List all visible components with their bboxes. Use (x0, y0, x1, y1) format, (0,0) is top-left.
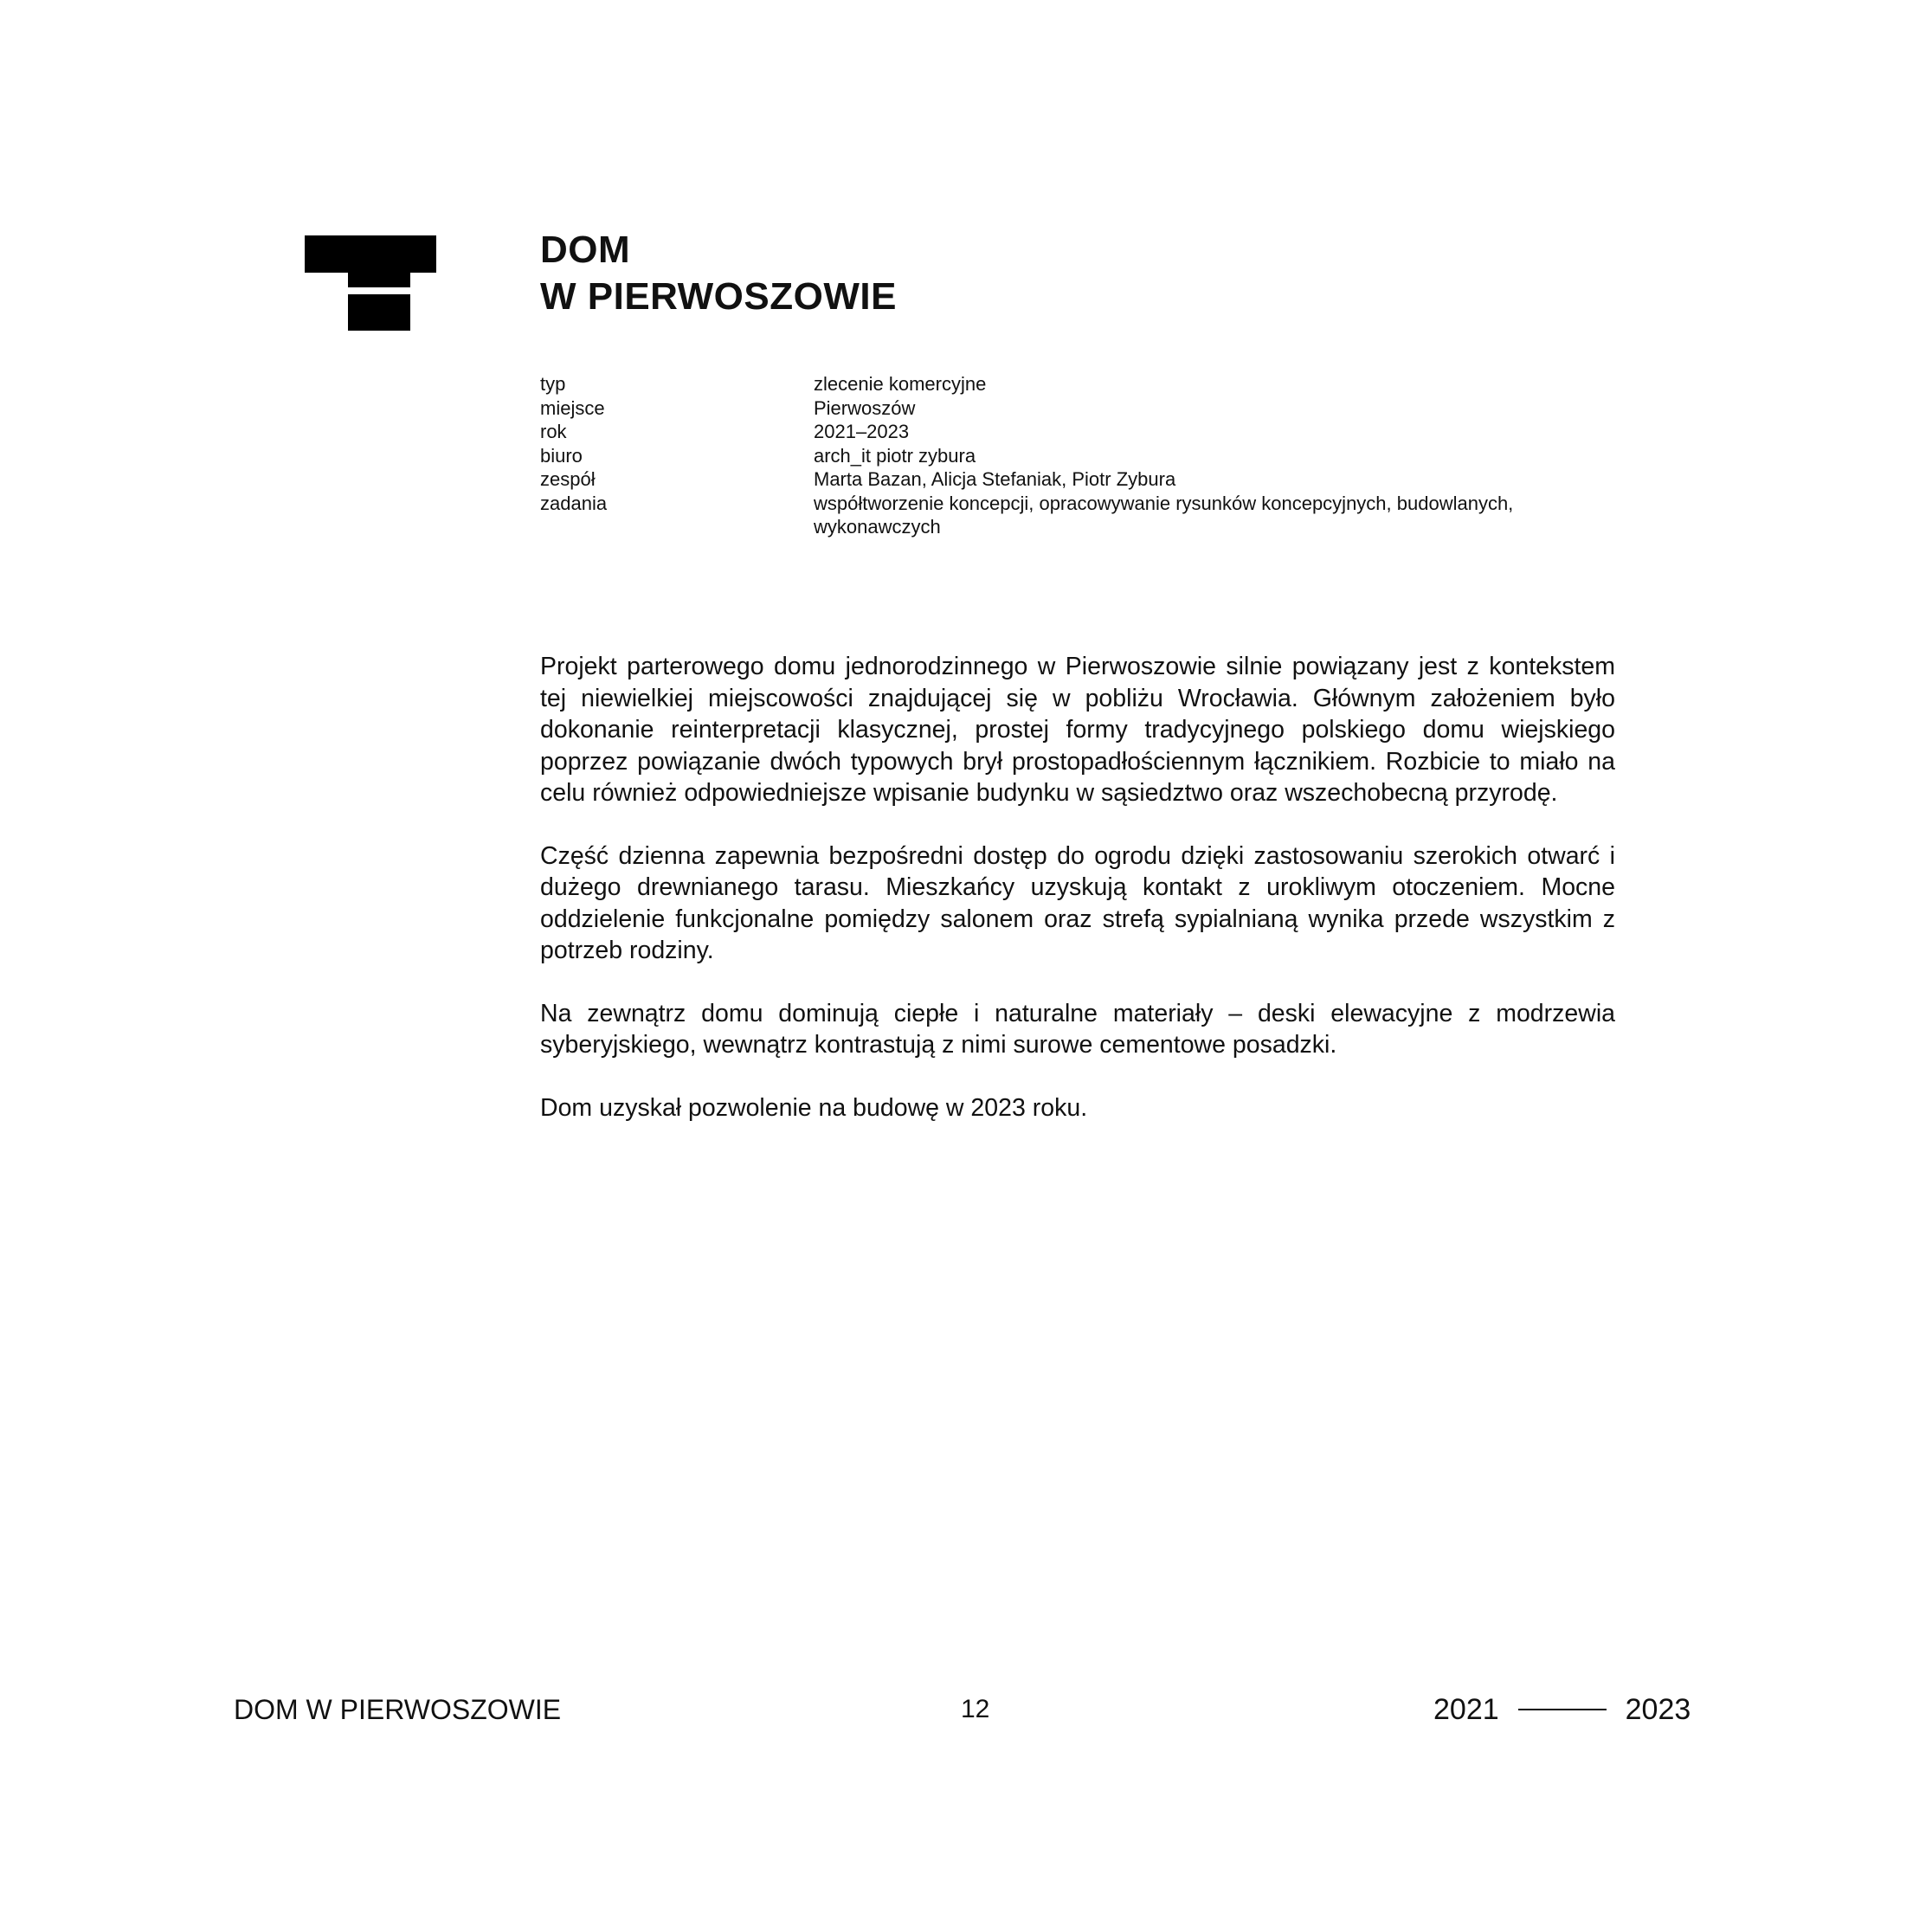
meta-label: biuro (540, 444, 583, 467)
meta-label: miejsce (540, 396, 605, 419)
meta-value: współtworzenie koncepcji, opracowywanie rysunków koncepcyjnych, budowlanych, wykonawczych (814, 492, 1514, 538)
year-start: 2021 (1433, 1693, 1499, 1726)
meta-label: zespół (540, 468, 596, 490)
meta-row-team (540, 467, 1622, 492)
meta-value: Marta Bazan, Alicja Stefaniak, Piotr Zybura (814, 468, 1176, 490)
project-metadata (540, 372, 1622, 539)
logo-top-bar (305, 235, 436, 273)
meta-value: Pierwoszów (814, 396, 916, 419)
footer-year-range (1433, 1692, 1690, 1727)
title-line-2: W PIERWOSZOWIE (540, 275, 897, 318)
title-line-1: DOM (540, 229, 631, 271)
project-description (540, 651, 1615, 1155)
meta-label: typ (540, 373, 566, 395)
meta-value: zlecenie komercyjne (814, 373, 987, 395)
meta-label: zadania (540, 492, 608, 514)
logo-stem (348, 273, 410, 331)
meta-row-tasks (540, 492, 1622, 539)
meta-label: rok (540, 421, 567, 442)
page-number: 12 (961, 1695, 990, 1723)
description-paragraph: Dom uzyskał pozwolenie na budowę w 2023 roku. (540, 1093, 1088, 1122)
description-paragraph: Część dzienna zapewnia bezpośredni dostęp do ogrodu dzięki zastosowaniu szerokich otwarć i dużego drewnianego tarasu. Mieszkańcy uzyskują kontakt z urokliwym otoczeniem. Mocne oddzielenie funkcjonalne pomiędzy salonem oraz strefą sypialnianą wynika przede wszystkim z potrzeb rodziny. (540, 841, 1615, 964)
meta-row-year (540, 420, 1622, 444)
meta-row-place (540, 396, 1622, 421)
page-title (540, 227, 897, 320)
meta-value: arch_it piotr zybura (814, 444, 976, 467)
t-block-logo-icon (305, 235, 436, 331)
meta-row-office (540, 444, 1622, 468)
meta-row-type (540, 372, 1622, 396)
description-paragraph: Projekt parterowego domu jednorodzinnego w Pierwoszowie silnie powiązany jest z kontekstem tej niewielkiej miejscowości znajdującej się w pobliżu Wrocławia. Głównym założeniem było dokonanie reinterpretacji klasycznej, prostej formy tradycyjnego polskiego domu wiejskiego poprzez powiązanie dwóch typowych brył prostopadłościennym łącznikiem. Rozbicie to miało na celu również odpowiedniejsze wpisanie budynku w sąsiedztwo oraz wszechobecną przyrodę. (540, 653, 1615, 807)
meta-value: 2021–2023 (814, 421, 910, 442)
footer-title: DOM W PIERWOSZOWIE (234, 1694, 562, 1725)
year-range-dash (1518, 1709, 1607, 1710)
year-end: 2023 (1625, 1693, 1691, 1726)
description-paragraph: Na zewnątrz domu dominują ciepłe i naturalne materiały – deski elewacyjne z modrzewia syberyjskiego, wewnątrz kontrastują z nimi surowe cementowe posadzki. (540, 999, 1615, 1059)
logo-notch (348, 287, 410, 294)
